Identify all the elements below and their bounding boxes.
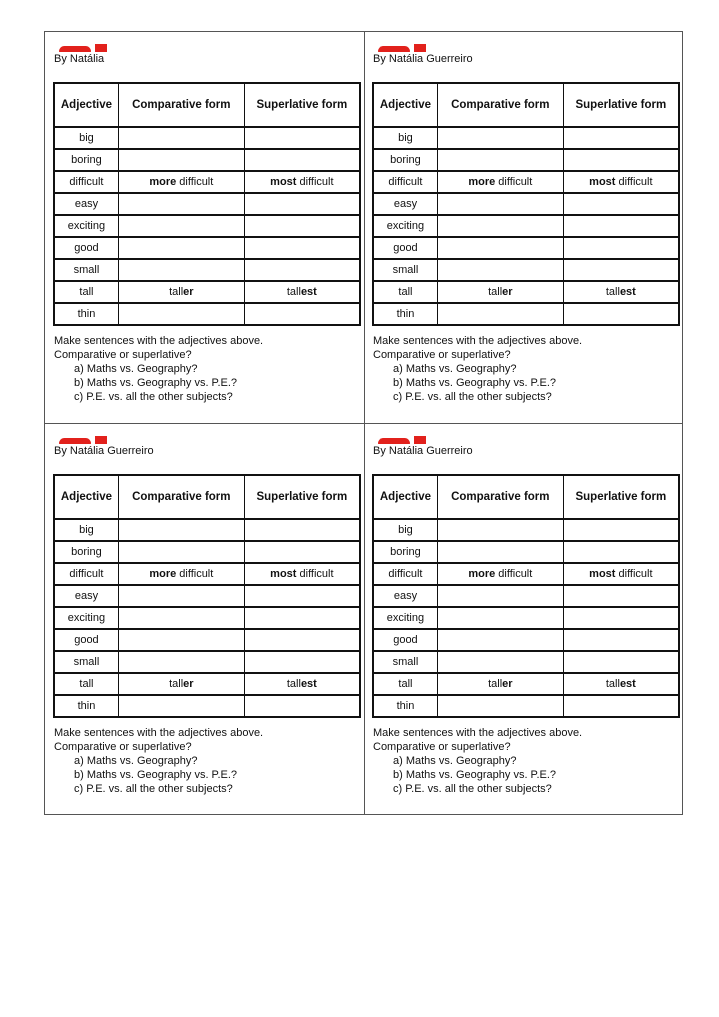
exercise-item: b) Maths vs. Geography vs. P.E.? — [74, 377, 238, 389]
table-row — [373, 281, 679, 303]
comparative-keyword: more — [149, 176, 177, 188]
superlative-cell — [244, 629, 360, 651]
table-row — [373, 563, 679, 585]
superlative-cell — [244, 651, 360, 673]
instruction-question: Comparative or superlative? — [373, 741, 511, 753]
table-row — [54, 563, 360, 585]
adjective-cell: difficult — [373, 563, 437, 585]
brand-logo-icon — [59, 436, 111, 445]
comparative-cell — [437, 193, 563, 215]
comparative-keyword: more — [149, 568, 177, 580]
worksheet-card-4 — [364, 424, 682, 814]
adjective-cell: boring — [54, 541, 118, 563]
table-header-row — [54, 83, 360, 127]
comparative-cell — [118, 303, 244, 325]
instruction-line: Make sentences with the adjectives above. — [54, 335, 264, 347]
adjective-cell: big — [54, 519, 118, 541]
superlative-cell — [244, 127, 360, 149]
superlative-cell — [244, 541, 360, 563]
table-row — [54, 171, 360, 193]
table-row — [373, 193, 679, 215]
exercise-list — [54, 362, 263, 404]
comparative-keyword: more — [468, 568, 496, 580]
superlative-cell — [244, 149, 360, 171]
table-row — [54, 541, 360, 563]
header-superlative: Superlative form — [563, 83, 679, 127]
superlative-keyword: most — [270, 568, 297, 580]
table-row — [54, 149, 360, 171]
table-row — [373, 127, 679, 149]
brand-logo-icon — [378, 436, 430, 445]
adjective-cell: boring — [54, 149, 118, 171]
adjective-cell: small — [373, 651, 437, 673]
adjective-cell: good — [373, 629, 437, 651]
superlative-cell — [244, 563, 360, 585]
superlative-cell — [563, 563, 679, 585]
superlative-word: difficult — [615, 568, 653, 580]
adjective-cell: boring — [373, 149, 437, 171]
comparative-cell — [437, 673, 563, 695]
comparative-cell — [437, 171, 563, 193]
table-row — [54, 215, 360, 237]
exercise-item: b) Maths vs. Geography vs. P.E.? — [74, 769, 238, 781]
instruction-question: Comparative or superlative? — [54, 349, 192, 361]
superlative-cell — [244, 303, 360, 325]
comparative-suffix: er — [502, 678, 513, 690]
superlative-suffix: est — [300, 286, 317, 298]
comparative-cell — [437, 607, 563, 629]
instructions — [54, 334, 263, 404]
adjective-cell: small — [54, 259, 118, 281]
comparative-cell — [118, 127, 244, 149]
table-row — [54, 281, 360, 303]
header-adjective: Adjective — [54, 83, 118, 127]
comparative-cell — [437, 585, 563, 607]
comparative-cell — [118, 673, 244, 695]
superlative-cell — [244, 171, 360, 193]
adjective-cell: thin — [54, 695, 118, 717]
table-row — [373, 629, 679, 651]
adjective-cell: big — [373, 127, 437, 149]
comparative-cell — [437, 695, 563, 717]
comparative-cell — [118, 695, 244, 717]
superlative-cell — [563, 149, 679, 171]
superlative-cell — [563, 281, 679, 303]
table-row — [54, 259, 360, 281]
comparative-cell — [437, 127, 563, 149]
exercise-list — [373, 754, 582, 796]
superlative-cell — [244, 215, 360, 237]
adjective-cell: exciting — [54, 607, 118, 629]
comparative-keyword: more — [468, 176, 496, 188]
superlative-cell — [244, 237, 360, 259]
superlative-word: difficult — [296, 176, 334, 188]
adjective-cell: tall — [373, 673, 437, 695]
header-superlative: Superlative form — [244, 475, 360, 519]
author-line: By Natália — [54, 53, 105, 65]
exercise-item: c) P.E. vs. all the other subjects? — [74, 783, 233, 795]
table-row — [373, 519, 679, 541]
adjective-cell: exciting — [373, 215, 437, 237]
comparative-suffix: er — [183, 286, 194, 298]
superlative-keyword: most — [270, 176, 297, 188]
comparative-word: difficult — [495, 176, 533, 188]
comparative-cell — [118, 281, 244, 303]
adjective-cell: good — [373, 237, 437, 259]
worksheet-sheet — [44, 31, 683, 815]
comparative-cell — [118, 171, 244, 193]
comparative-cell — [118, 519, 244, 541]
superlative-cell — [244, 673, 360, 695]
header-comparative: Comparative form — [118, 83, 244, 127]
exercise-item: c) P.E. vs. all the other subjects? — [393, 391, 552, 403]
table-row — [373, 541, 679, 563]
author-line: By Natália Guerreiro — [373, 53, 473, 65]
comparative-stem: tall — [169, 286, 184, 298]
comparative-cell — [118, 541, 244, 563]
superlative-cell — [563, 651, 679, 673]
comparative-cell — [437, 281, 563, 303]
comparative-stem: tall — [488, 286, 503, 298]
comparative-cell — [118, 651, 244, 673]
adjective-cell: small — [373, 259, 437, 281]
adjective-cell: boring — [373, 541, 437, 563]
superlative-keyword: most — [589, 176, 616, 188]
exercise-item: a) Maths vs. Geography? — [74, 363, 198, 375]
superlative-cell — [244, 281, 360, 303]
table-row — [373, 237, 679, 259]
superlative-suffix: est — [300, 678, 317, 690]
table-row — [54, 607, 360, 629]
comparative-stem: tall — [488, 678, 503, 690]
adjectives-table — [53, 474, 361, 718]
superlative-word: difficult — [296, 568, 334, 580]
table-header-row — [54, 475, 360, 519]
table-header-row — [373, 83, 679, 127]
adjective-cell: easy — [373, 585, 437, 607]
exercise-item: b) Maths vs. Geography vs. P.E.? — [393, 377, 557, 389]
table-row — [54, 629, 360, 651]
adjective-cell: tall — [54, 281, 118, 303]
superlative-cell — [563, 519, 679, 541]
table-header-row — [373, 475, 679, 519]
table-row — [54, 695, 360, 717]
table-row — [373, 673, 679, 695]
superlative-cell — [563, 193, 679, 215]
superlative-cell — [563, 171, 679, 193]
comparative-cell — [118, 585, 244, 607]
superlative-stem: tall — [286, 678, 301, 690]
header-comparative: Comparative form — [437, 475, 563, 519]
exercise-list — [54, 754, 263, 796]
exercise-item: c) P.E. vs. all the other subjects? — [393, 783, 552, 795]
superlative-cell — [563, 629, 679, 651]
superlative-cell — [244, 259, 360, 281]
table-row — [373, 303, 679, 325]
adjective-cell: tall — [373, 281, 437, 303]
adjective-cell: difficult — [373, 171, 437, 193]
adjective-cell: good — [54, 629, 118, 651]
superlative-cell — [563, 695, 679, 717]
superlative-word: difficult — [615, 176, 653, 188]
instruction-question: Comparative or superlative? — [54, 741, 192, 753]
table-row — [54, 303, 360, 325]
superlative-cell — [563, 673, 679, 695]
superlative-cell — [563, 541, 679, 563]
adjective-cell: difficult — [54, 563, 118, 585]
header-adjective: Adjective — [373, 475, 437, 519]
comparative-stem: tall — [169, 678, 184, 690]
adjective-cell: exciting — [373, 607, 437, 629]
comparative-cell — [437, 519, 563, 541]
comparative-cell — [437, 303, 563, 325]
comparative-cell — [118, 563, 244, 585]
comparative-cell — [118, 193, 244, 215]
table-row — [54, 193, 360, 215]
comparative-cell — [118, 215, 244, 237]
table-row — [54, 519, 360, 541]
superlative-cell — [244, 585, 360, 607]
superlative-suffix: est — [619, 678, 636, 690]
table-row — [373, 171, 679, 193]
adjective-cell: big — [54, 127, 118, 149]
adjective-cell: thin — [54, 303, 118, 325]
comparative-word: difficult — [495, 568, 533, 580]
header-superlative: Superlative form — [244, 83, 360, 127]
comparative-cell — [437, 629, 563, 651]
adjective-cell: thin — [373, 695, 437, 717]
instruction-question: Comparative or superlative? — [373, 349, 511, 361]
exercise-list — [373, 362, 582, 404]
header-adjective: Adjective — [54, 475, 118, 519]
superlative-cell — [563, 237, 679, 259]
comparative-word: difficult — [176, 568, 214, 580]
header-adjective: Adjective — [373, 83, 437, 127]
superlative-cell — [563, 127, 679, 149]
comparative-cell — [437, 541, 563, 563]
superlative-keyword: most — [589, 568, 616, 580]
instruction-line: Make sentences with the adjectives above. — [54, 727, 264, 739]
comparative-cell — [118, 149, 244, 171]
comparative-cell — [437, 259, 563, 281]
adjective-cell: easy — [54, 193, 118, 215]
comparative-suffix: er — [502, 286, 513, 298]
comparative-cell — [118, 237, 244, 259]
table-row — [373, 259, 679, 281]
brand-logo-icon — [59, 44, 111, 53]
table-row — [373, 585, 679, 607]
exercise-item: c) P.E. vs. all the other subjects? — [74, 391, 233, 403]
instructions — [54, 726, 263, 796]
adjective-cell: big — [373, 519, 437, 541]
superlative-cell — [563, 259, 679, 281]
comparative-cell — [118, 629, 244, 651]
superlative-cell — [244, 695, 360, 717]
worksheet-card-1 — [45, 32, 363, 422]
instruction-line: Make sentences with the adjectives above. — [373, 727, 583, 739]
table-row — [54, 237, 360, 259]
table-row — [373, 695, 679, 717]
table-row — [54, 585, 360, 607]
comparative-suffix: er — [183, 678, 194, 690]
comparative-cell — [437, 563, 563, 585]
adjective-cell: easy — [54, 585, 118, 607]
table-row — [54, 127, 360, 149]
comparative-cell — [437, 237, 563, 259]
exercise-item: a) Maths vs. Geography? — [393, 755, 517, 767]
comparative-cell — [118, 259, 244, 281]
superlative-cell — [563, 585, 679, 607]
author-line: By Natália Guerreiro — [373, 445, 473, 457]
comparative-cell — [437, 149, 563, 171]
superlative-cell — [244, 193, 360, 215]
header-superlative: Superlative form — [563, 475, 679, 519]
exercise-item: a) Maths vs. Geography? — [393, 363, 517, 375]
table-row — [373, 651, 679, 673]
worksheet-card-2 — [364, 32, 682, 422]
table-row — [54, 673, 360, 695]
table-row — [373, 215, 679, 237]
header-comparative: Comparative form — [437, 83, 563, 127]
instructions — [373, 334, 582, 404]
adjective-cell: good — [54, 237, 118, 259]
adjective-cell: easy — [373, 193, 437, 215]
table-row — [373, 149, 679, 171]
superlative-stem: tall — [286, 286, 301, 298]
superlative-stem: tall — [605, 678, 620, 690]
comparative-word: difficult — [176, 176, 214, 188]
exercise-item: a) Maths vs. Geography? — [74, 755, 198, 767]
superlative-suffix: est — [619, 286, 636, 298]
comparative-cell — [437, 651, 563, 673]
adjective-cell: difficult — [54, 171, 118, 193]
comparative-cell — [118, 607, 244, 629]
table-row — [54, 651, 360, 673]
brand-logo-icon — [378, 44, 430, 53]
author-line: By Natália Guerreiro — [54, 445, 154, 457]
superlative-cell — [563, 215, 679, 237]
exercise-item: b) Maths vs. Geography vs. P.E.? — [393, 769, 557, 781]
worksheet-card-3 — [45, 424, 363, 814]
instruction-line: Make sentences with the adjectives above. — [373, 335, 583, 347]
superlative-cell — [244, 519, 360, 541]
superlative-cell — [563, 607, 679, 629]
adjective-cell: tall — [54, 673, 118, 695]
adjectives-table — [53, 82, 361, 326]
comparative-cell — [437, 215, 563, 237]
adjectives-table — [372, 82, 680, 326]
superlative-cell — [244, 607, 360, 629]
superlative-stem: tall — [605, 286, 620, 298]
superlative-cell — [563, 303, 679, 325]
adjective-cell: thin — [373, 303, 437, 325]
header-comparative: Comparative form — [118, 475, 244, 519]
adjective-cell: small — [54, 651, 118, 673]
adjectives-table — [372, 474, 680, 718]
instructions — [373, 726, 582, 796]
table-row — [373, 607, 679, 629]
adjective-cell: exciting — [54, 215, 118, 237]
